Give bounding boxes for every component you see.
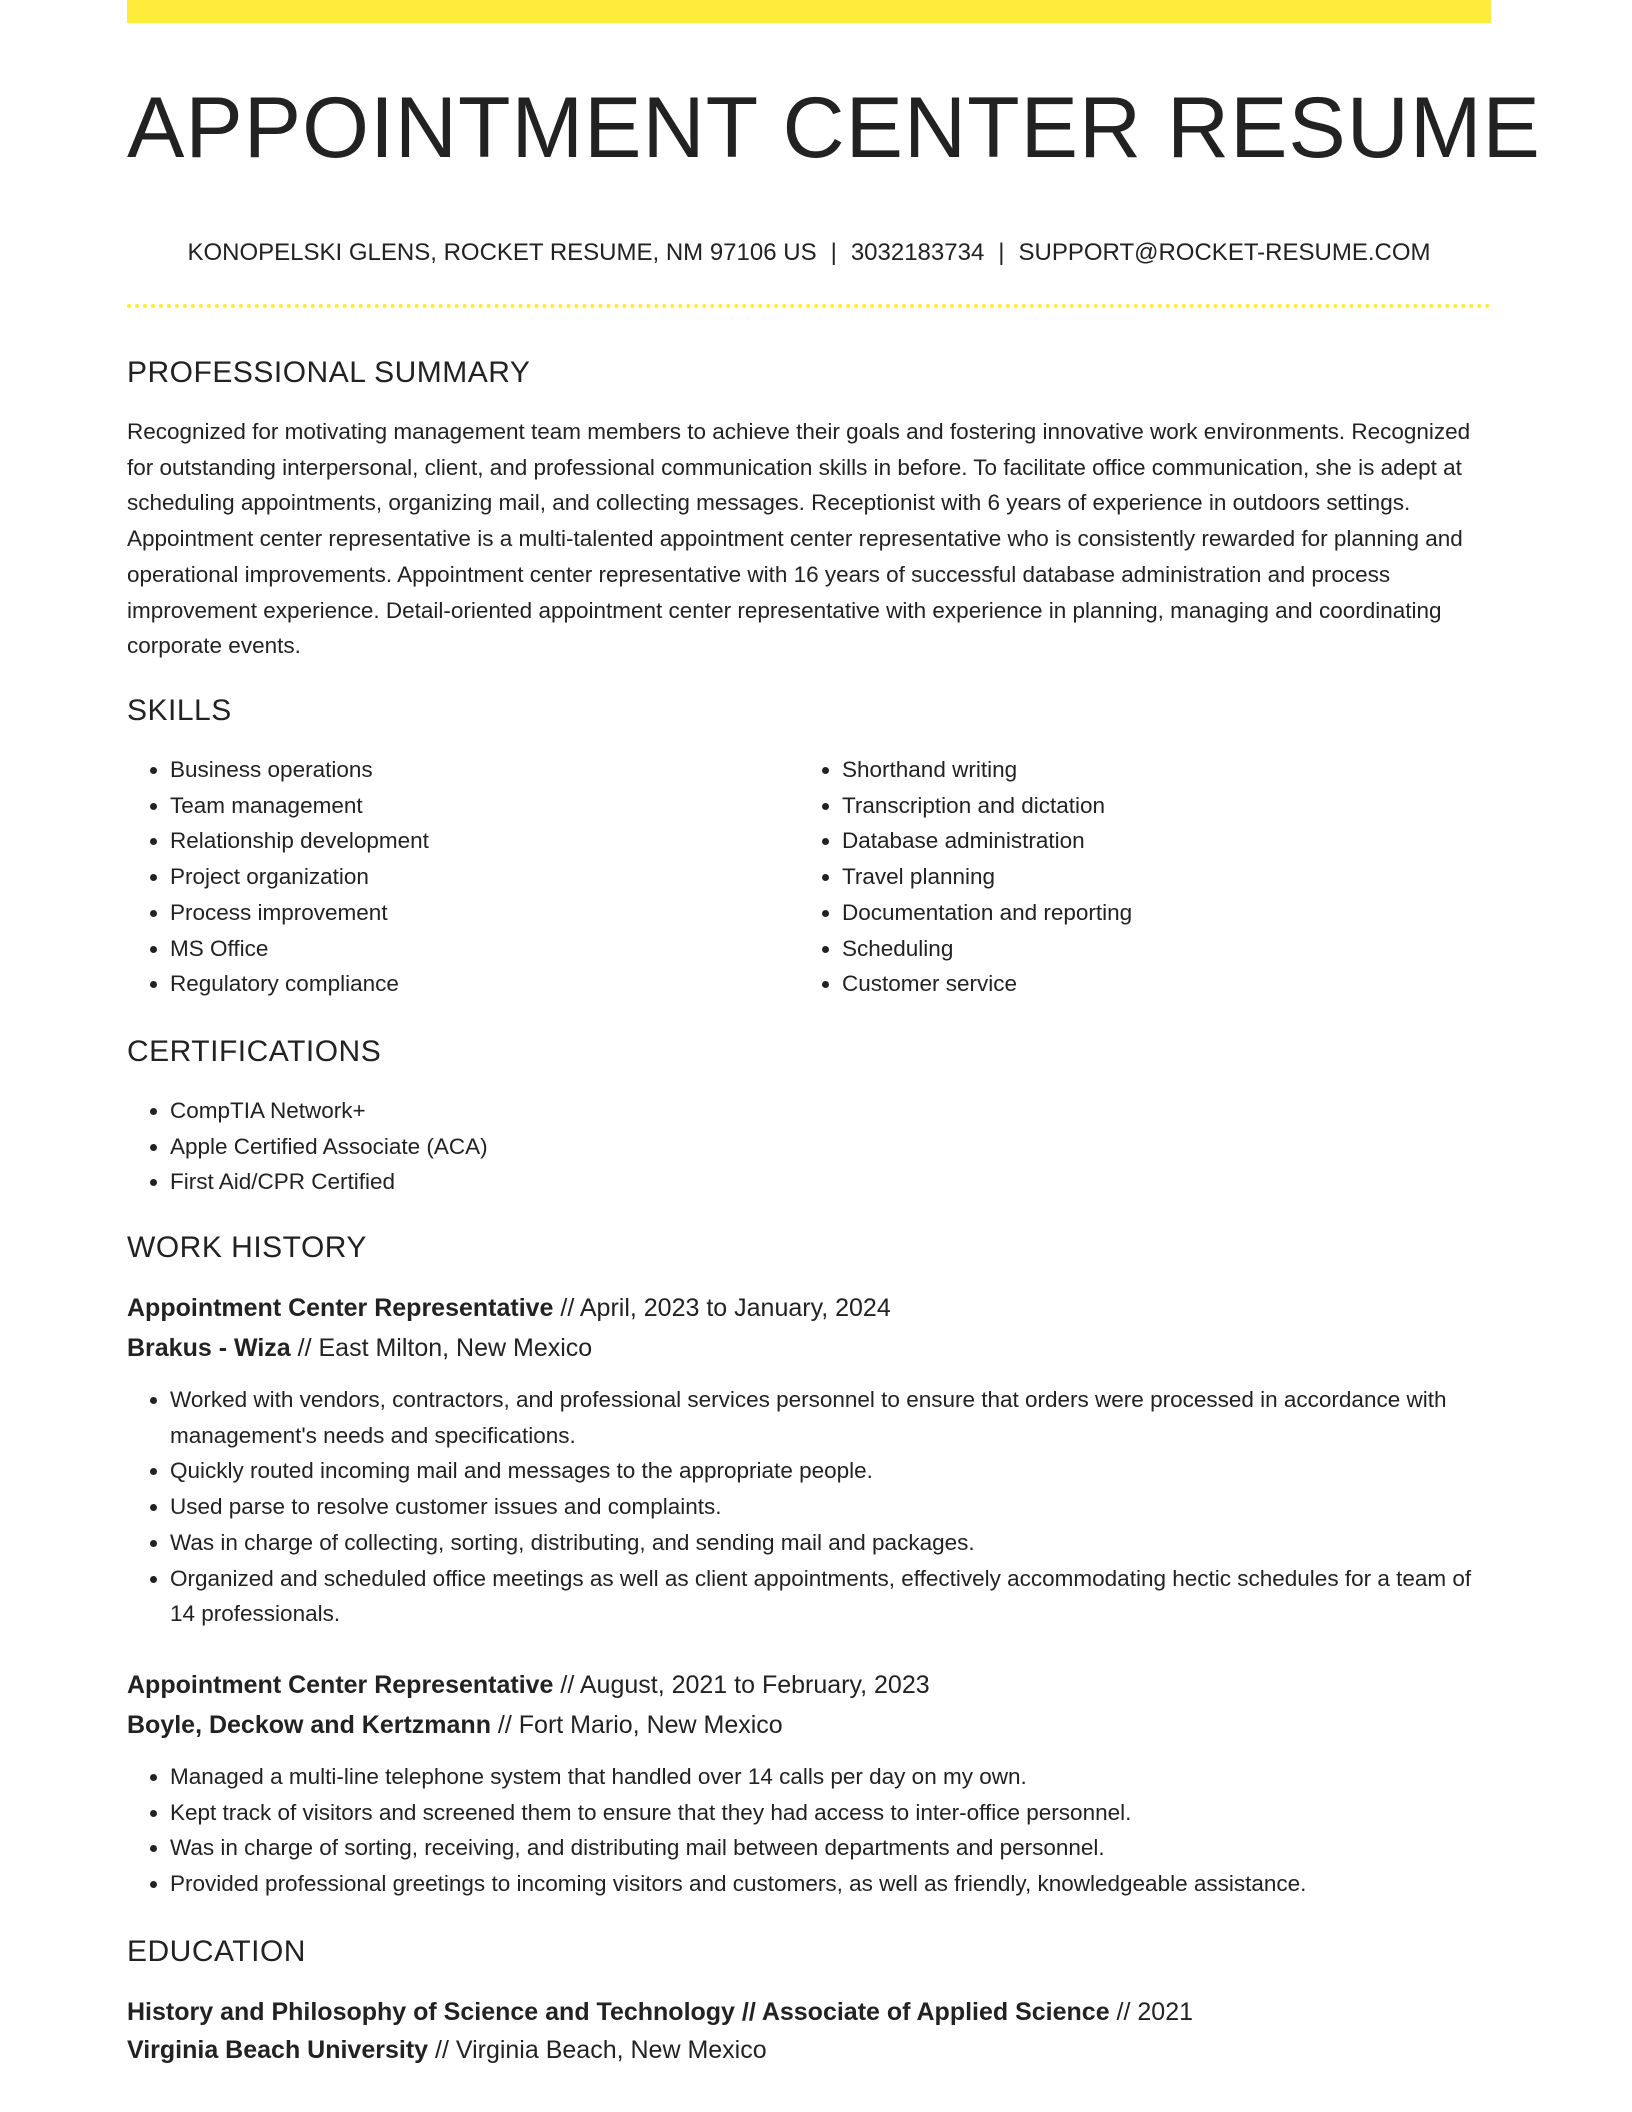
- header-divider: [127, 304, 1491, 308]
- certification-item: • CompTIA Network+: [170, 1093, 1470, 1129]
- job-location: // East Milton, New Mexico: [290, 1334, 593, 1362]
- job-bullet: • Quickly routed incoming mail and messages to the appropriate people.: [170, 1453, 1491, 1489]
- job-bullet: • Worked with vendors, contractors, and professional services personnel to ensure that orders were processed in accordance with management's needs and specifications.: [170, 1382, 1491, 1453]
- skills-list-right: [799, 752, 1482, 1002]
- contact-separator: |: [998, 239, 1005, 266]
- certification-item: • First Aid/CPR Certified: [170, 1164, 1470, 1200]
- work-history-heading: WORK HISTORY: [127, 1231, 367, 1264]
- education-school: Virginia Beach University: [127, 2036, 429, 2064]
- top-accent-bar: [127, 0, 1491, 23]
- job-bullet: • Organized and scheduled office meetings as well as client appointments, effectively accommodating hectic schedules for a team of 14 professionals.: [170, 1561, 1491, 1632]
- certification-item: • Apple Certified Associate (ACA): [170, 1129, 1470, 1165]
- skill-item: • Business operations: [170, 752, 790, 788]
- skill-item: • Project organization: [170, 859, 790, 895]
- contact-email: SUPPORT@ROCKET-RESUME.COM: [1018, 239, 1431, 266]
- job-bullets: [127, 1382, 1491, 1632]
- resume-title: APPOINTMENT CENTER RESUME: [127, 80, 1541, 176]
- contact-address: KONOPELSKI GLENS, ROCKET RESUME, NM 97106 US: [187, 239, 817, 266]
- job-company: Boyle, Deckow and Kertzmann: [127, 1711, 491, 1739]
- certifications-heading: CERTIFICATIONS: [127, 1035, 382, 1068]
- job-location: // Fort Mario, New Mexico: [490, 1711, 783, 1739]
- contact-phone: 3032183734: [850, 239, 985, 266]
- summary-text: Recognized for motivating management team members to achieve their goals and fostering innovative work environments. Recognized for outstanding interpersonal, client, and professional communication skills in before. To facilitate office communication, she is adept at scheduling appointments, organizing mail, and collecting messages. Receptionist with 6 years of experience in outdoors settings. Appointment center representative is a multi-talented appointment center representative who is consistently rewarded for planning and operational improvements. Appointment center representative with 16 years of successful database administration and process improvement experience. Detail-oriented appointment center representative with experience in planning, managing and coordinating corporate events.: [127, 419, 1471, 659]
- job-company: Brakus - Wiza: [127, 1334, 291, 1362]
- job-bullet: • Provided professional greetings to incoming visitors and customers, as well as friendly, knowledgeable assistance.: [170, 1866, 1491, 1902]
- contact-line: [127, 236, 1491, 270]
- job-dates: // August, 2021 to February, 2023: [553, 1671, 930, 1699]
- job-title: Appointment Center Representative: [127, 1671, 554, 1699]
- education-heading: EDUCATION: [127, 1935, 306, 1968]
- education-year: // 2021: [1109, 1998, 1194, 2026]
- certifications-list: [127, 1093, 1470, 1200]
- skill-item: • Travel planning: [842, 859, 1482, 895]
- job-bullet: • Managed a multi-line telephone system that handled over 14 calls per day on my own.: [170, 1759, 1491, 1795]
- job-bullet: • Used parse to resolve customer issues and complaints.: [170, 1489, 1491, 1525]
- skill-item: • MS Office: [170, 931, 790, 967]
- job-bullet: • Kept track of visitors and screened them to ensure that they had access to inter-office personnel.: [170, 1795, 1491, 1831]
- skill-item: • Shorthand writing: [842, 752, 1482, 788]
- skill-item: • Process improvement: [170, 895, 790, 931]
- skill-item: • Database administration: [842, 823, 1482, 859]
- job-company-line: [127, 1329, 592, 1367]
- summary-heading: PROFESSIONAL SUMMARY: [127, 356, 531, 389]
- skill-item: • Scheduling: [842, 931, 1482, 967]
- skill-item: • Team management: [170, 788, 790, 824]
- job-dates: // April, 2023 to January, 2024: [553, 1294, 891, 1322]
- skill-item: • Regulatory compliance: [170, 966, 790, 1002]
- education-location: // Virginia Beach, New Mexico: [428, 2036, 767, 2064]
- skill-item: • Transcription and dictation: [842, 788, 1482, 824]
- job-title-line: [127, 1289, 891, 1327]
- skills-list-left: [127, 752, 790, 1002]
- skill-item: • Documentation and reporting: [842, 895, 1482, 931]
- contact-separator: |: [830, 239, 837, 266]
- skill-item: • Relationship development: [170, 823, 790, 859]
- job-title: Appointment Center Representative: [127, 1294, 554, 1322]
- job-title-line: [127, 1666, 930, 1704]
- education-degree: History and Philosophy of Science and Technology // Associate of Applied Science: [127, 1998, 1110, 2026]
- education-degree-line: [127, 1993, 1193, 2031]
- skill-item: • Customer service: [842, 966, 1482, 1002]
- job-company-line: [127, 1706, 783, 1744]
- job-bullet: • Was in charge of collecting, sorting, distributing, and sending mail and packages.: [170, 1525, 1491, 1561]
- education-school-line: [127, 2031, 767, 2069]
- skills-heading: SKILLS: [127, 694, 232, 727]
- job-bullets: [127, 1759, 1491, 1902]
- job-bullet: • Was in charge of sorting, receiving, and distributing mail between departments and personnel.: [170, 1830, 1491, 1866]
